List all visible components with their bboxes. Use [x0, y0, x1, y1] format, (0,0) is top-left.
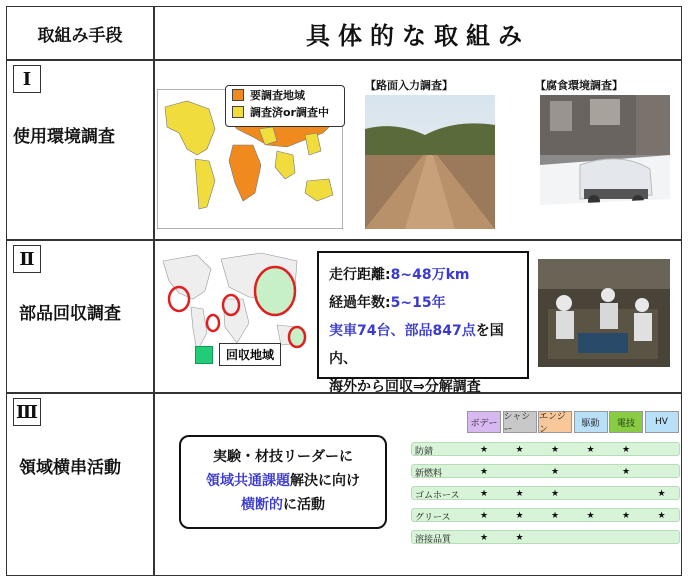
- snow-corrosion-photo: [540, 95, 670, 229]
- matrix-cell: [609, 483, 643, 505]
- matrix-cell: ★: [550, 467, 560, 477]
- matrix-col-header: 電技: [609, 411, 643, 433]
- legend-swatch-orange: [232, 89, 244, 101]
- info-line-years: 経過年数:5~15年: [329, 295, 446, 311]
- legend-label-done: 調査済or調査中: [250, 105, 329, 119]
- matrix-cell: ★: [479, 511, 489, 521]
- matrix-row-label: ゴムホース: [415, 490, 460, 501]
- legend-item-required: [226, 86, 344, 103]
- photo1-caption: 【路面入力調査】: [365, 79, 453, 92]
- collection-swatch: [195, 346, 213, 364]
- matrix-cell: [609, 527, 643, 549]
- matrix-cell: ★: [479, 489, 489, 499]
- matrix-row-label: グリース: [415, 512, 451, 523]
- row3-means: 領域横串活動: [19, 458, 121, 478]
- row1-divider: [7, 239, 681, 241]
- matrix-cell: ★: [550, 445, 560, 455]
- info-line-distance: 走行距離:8~48万km: [329, 267, 470, 283]
- legend-label-required: 要調査地域: [250, 88, 305, 102]
- matrix-cell: ★: [550, 489, 560, 499]
- matrix-cell: ★: [515, 489, 524, 499]
- collection-info-box: [317, 251, 529, 395]
- matrix-cell: ★: [621, 511, 631, 521]
- matrix-col-header: シャシー: [503, 411, 537, 433]
- matrix-cell: ★: [621, 467, 631, 477]
- matrix-cell: ★: [586, 445, 595, 455]
- header-divider: [7, 59, 681, 61]
- row1-numeral: Ⅰ: [13, 65, 41, 93]
- domain-matrix: [411, 405, 677, 563]
- header-activities: 具体的な取組み: [306, 21, 530, 50]
- matrix-cell: ★: [479, 445, 489, 455]
- legend-item-done: [226, 103, 344, 120]
- crossdomain-box: [179, 435, 387, 529]
- photo2-caption: 【腐食環境調査】: [535, 79, 623, 92]
- matrix-cell: [645, 461, 679, 483]
- matrix-col-header: HV: [645, 411, 679, 433]
- matrix-col-header: ボデー: [467, 411, 501, 433]
- disassembly-photo: [538, 259, 670, 367]
- road-survey-photo: [365, 95, 495, 229]
- matrix-cell: ★: [479, 533, 489, 543]
- matrix-cell: ★: [657, 489, 666, 499]
- matrix-cell: [574, 461, 608, 483]
- info-line-disassembly: 海外から回収⇒分解調査: [329, 379, 481, 395]
- matrix-cell: ★: [586, 511, 595, 521]
- matrix-cell: [645, 439, 679, 461]
- matrix-row-label: 新燃料: [415, 468, 443, 479]
- box-line-1: 実験・材技リーダーに: [213, 449, 353, 465]
- matrix-row-label: 防錆: [415, 446, 434, 457]
- matrix-col-header: 駆動: [574, 411, 608, 433]
- matrix-cell: ★: [515, 445, 524, 455]
- info-line-count: 実車74台、部品847点を国内、: [329, 323, 504, 367]
- matrix-cell: ★: [550, 511, 560, 521]
- matrix-cell: ★: [515, 533, 524, 543]
- matrix-row-label: 溶接品質: [415, 534, 452, 545]
- legend-swatch-yellow: [232, 106, 244, 118]
- matrix-cell: ★: [621, 445, 631, 455]
- matrix-cell: [574, 483, 608, 505]
- row2-means: 部品回収調査: [19, 304, 121, 324]
- row2-numeral: Ⅱ: [13, 245, 41, 273]
- row3-numeral: Ⅲ: [13, 398, 41, 426]
- row1-means: 使用環境調査: [13, 127, 115, 147]
- matrix-cell: [574, 527, 608, 549]
- collection-label: 回収地域: [219, 343, 281, 366]
- column-divider: [153, 7, 155, 575]
- matrix-cell: ★: [479, 467, 489, 477]
- table-frame: [6, 6, 682, 576]
- header-means: 取組み手段: [37, 25, 123, 46]
- matrix-cell: ★: [657, 511, 666, 521]
- collection-legend: [195, 343, 281, 366]
- matrix-cell: ★: [515, 511, 524, 521]
- matrix-col-header: エンジン: [538, 411, 572, 433]
- matrix-cell: [503, 461, 537, 483]
- matrix-cell: [645, 527, 679, 549]
- matrix-cell: [538, 527, 572, 549]
- box-line-3: 横断的に活動: [241, 497, 325, 513]
- box-line-2: 領域共通課題解決に向け: [206, 473, 360, 489]
- survey-legend: [225, 85, 345, 127]
